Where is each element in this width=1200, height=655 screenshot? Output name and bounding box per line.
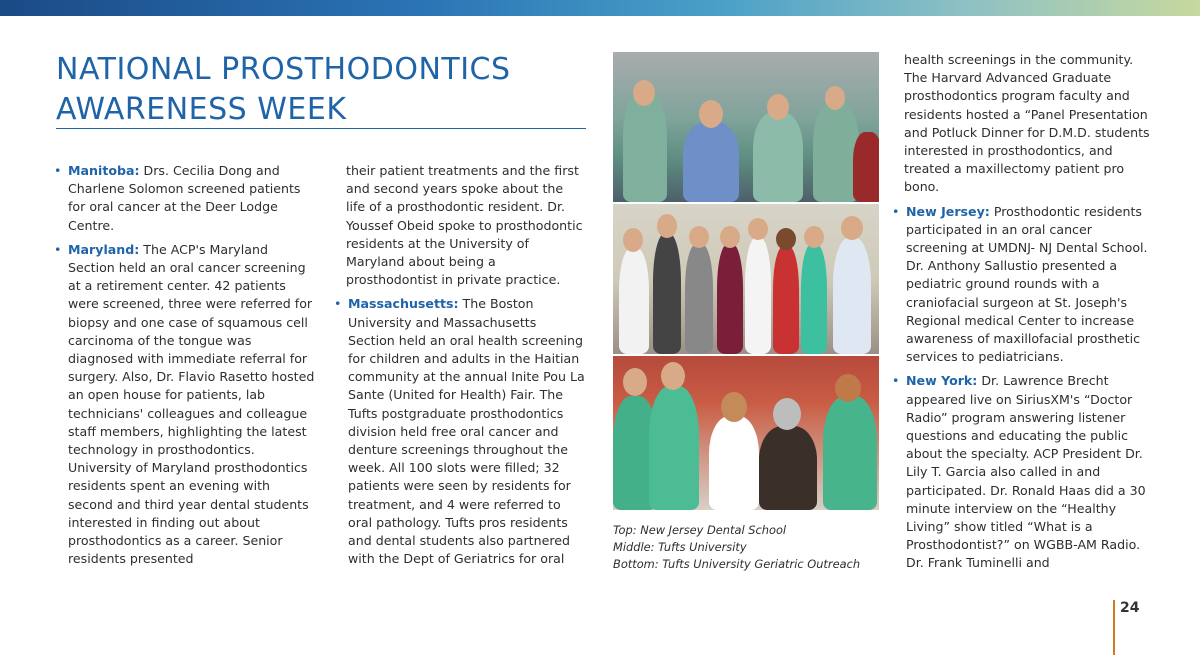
item-text: Prosthodontic residents participated in an oral cancer screening at UMDNJ- NJ Dental School. Dr. Anthony Sallustio presented a pediatric ground rounds with a craniofacial surgeon at St. Joseph's Regional medical Center to increase awareness of maxillofacial prosthetic services to pediatricians. bbox=[906, 203, 1148, 365]
continued-text: health screenings in the community. The Harvard Advanced Graduate prosthodontics program faculty and residents hosted a “Panel Presentation and Potluck Dinner for D.M.D. students interested in prosthodontics, and treated a maxillectomy patient pro bono. bbox=[904, 52, 1150, 195]
bullet-icon: • bbox=[334, 296, 342, 312]
person-head bbox=[776, 228, 796, 250]
photo-new-jersey-dental-school bbox=[613, 52, 879, 202]
bullet-icon: • bbox=[54, 163, 62, 178]
text-column-1 bbox=[54, 162, 316, 574]
person-head bbox=[657, 214, 677, 238]
text-column-4 bbox=[892, 51, 1154, 579]
item-heading: Maryland: bbox=[68, 241, 140, 257]
list-item-new-york bbox=[892, 372, 1154, 572]
person-figure bbox=[709, 416, 759, 510]
continued-text: their patient treatments and the first and second years spoke about the life of a prosthodontic resident. Dr. Youssef Obeid spoke to prosthodontic residents at the University of Maryland about being a prosthodontist in private practice. bbox=[346, 163, 583, 288]
person-figure bbox=[753, 112, 803, 202]
page-number: 24 bbox=[1120, 600, 1140, 616]
person-head bbox=[661, 362, 685, 390]
person-figure bbox=[833, 238, 871, 354]
person-head bbox=[804, 226, 824, 248]
person-figure bbox=[683, 122, 739, 202]
person-figure bbox=[685, 244, 713, 354]
caption-top: Top: New Jersey Dental School bbox=[613, 523, 787, 537]
title-line-1: NATIONAL PROSTHODONTICS bbox=[56, 52, 511, 87]
photo-tufts-university bbox=[613, 204, 879, 354]
bullet-icon: • bbox=[54, 241, 62, 257]
item-text: The Boston University and Massachusetts Section held an oral health screening for children and adults in the Haitian community at the annual Inite Pou La Sante (United for Health) Fair. The Tufts postgraduate prosthodontics division held free oral cancer and denture screenings throughout the week. All 100 slots were filled; 32 patients were seen by residents for treatment, and 4 were referred to oral pathology. Tufts pros residents and dental students also partnered with the Dept of Geriatrics for oral bbox=[348, 296, 585, 567]
person-head bbox=[699, 100, 723, 128]
photo-captions bbox=[613, 522, 883, 573]
text-column-2 bbox=[334, 162, 586, 574]
page-number-rule bbox=[1113, 600, 1115, 655]
title-underline bbox=[56, 128, 586, 129]
item-text: Drs. Cecilia Dong and Charlene Solomon screened patients for oral cancer at the Deer Lodge Centre. bbox=[68, 163, 301, 233]
person-head bbox=[748, 218, 768, 240]
list-item-new-jersey bbox=[892, 203, 1154, 367]
person-head bbox=[720, 226, 740, 248]
person-head bbox=[623, 228, 643, 252]
person-figure bbox=[853, 132, 879, 202]
bullet-icon: • bbox=[892, 203, 900, 219]
person-figure bbox=[717, 244, 743, 354]
person-head bbox=[767, 94, 789, 120]
person-figure bbox=[773, 246, 799, 354]
list-item-manitoba bbox=[54, 162, 316, 235]
title-line-2: AWARENESS WEEK bbox=[56, 92, 347, 127]
person-head bbox=[841, 216, 863, 240]
photo-tufts-geriatric-outreach bbox=[613, 356, 879, 510]
person-figure bbox=[745, 238, 771, 354]
list-item-maryland bbox=[54, 241, 316, 569]
person-head bbox=[773, 398, 801, 430]
person-figure bbox=[653, 234, 681, 354]
person-head bbox=[721, 392, 747, 422]
item-heading: New Jersey: bbox=[906, 203, 990, 219]
person-figure bbox=[759, 426, 817, 510]
person-head bbox=[623, 368, 647, 396]
item-text: The ACP's Maryland Section held an oral cancer screening at a retirement center. 42 patients were screened, three were referred for biopsy and one case of squamous cell carcinoma of the tongue was diagnosed with immediate referral for surgery. Also, Dr. Flavio Rasetto hosted an open house for patients, lab technicians' colleagues and colleague staff members, highlighting the latest technology in prosthodontics. University of Maryland prosthodontics residents spent an evening with second and third year dental students interested in finding out about prosthodontics as a career. Senior residents presented bbox=[68, 241, 315, 567]
list-item-massachusetts bbox=[334, 295, 586, 568]
person-head bbox=[689, 226, 709, 248]
person-figure bbox=[823, 396, 877, 510]
person-head bbox=[825, 86, 845, 110]
page-title bbox=[56, 50, 586, 130]
person-figure bbox=[649, 386, 699, 510]
top-gradient-bar bbox=[0, 0, 1200, 16]
item-heading: New York: bbox=[906, 373, 978, 389]
person-figure bbox=[801, 244, 827, 354]
caption-middle: Middle: Tufts University bbox=[613, 540, 747, 554]
bullet-icon: • bbox=[892, 373, 900, 389]
person-head bbox=[835, 374, 861, 402]
item-heading: Manitoba: bbox=[68, 163, 140, 178]
person-figure bbox=[619, 248, 649, 354]
person-head bbox=[633, 80, 655, 106]
item-heading: Massachusetts: bbox=[348, 296, 459, 312]
item-text: Dr. Lawrence Brecht appeared live on SiriusXM's “Doctor Radio” program answering listener questions and educating the public about the specialty. ACP President Dr. Lily T. Garcia also called in and participated. Dr. Ronald Haas did a 30 minute interview on the “Healthy Living” show titled “What is a Prosthodontist?” on WGBB-AM Radio. Dr. Frank Tuminelli and bbox=[906, 373, 1146, 571]
person-figure bbox=[623, 92, 667, 202]
caption-bottom: Bottom: Tufts University Geriatric Outreach bbox=[613, 557, 861, 571]
